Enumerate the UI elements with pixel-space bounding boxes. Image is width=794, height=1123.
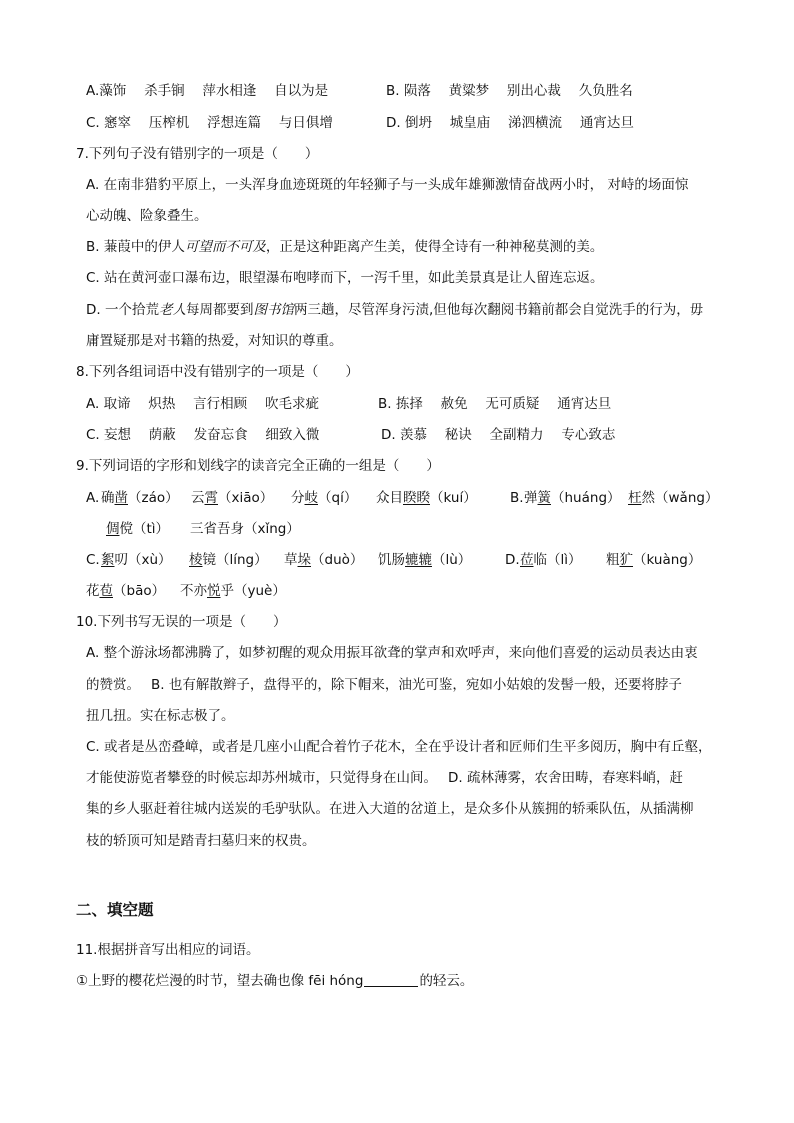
q8-option-b: B. 拣择 赦免 无可质疑 通宵达旦 [378, 396, 612, 412]
q9-b-word2: 枉然（wǎng） [628, 490, 719, 506]
section-title-fill-in: 二、填空题 [76, 901, 154, 919]
q7-d-part1: D. 一个拾荒 [86, 302, 159, 318]
q10-line5: 才能使游览者攀登的时候忘却苏州城市，只觉得身在山间。 D. 疏林薄雾，农舍田畴，春寒料峭，赶 [86, 770, 684, 786]
q10-stem: 10.下列书写无误的一项是（ ） [76, 614, 287, 630]
q11-item1-suffix: 的轻云。 [419, 973, 474, 989]
q6-option-b: B. 陨落 黄粱梦 别出心裁 久负胜名 [386, 83, 633, 99]
q8-stem: 8.下列各组词语中没有错别字的一项是（ ） [76, 364, 359, 380]
q11-item1-prefix: ①上野的樱花烂漫的时节，望去确也像 fēi hóng [76, 973, 364, 989]
q8-option-a: A. 取谛 炽热 言行相顾 吹毛求疵 [86, 396, 319, 412]
q9-a-word4: 众目睽睽（kuí） [376, 490, 477, 506]
q9-c-label: C. [86, 552, 100, 568]
q9-b-word3: 倜傥（tì） [106, 521, 170, 537]
q10-line4: C. 或者是丛峦叠嶂，或者是几座小山配合着竹子花木，全在乎设计者和匠师们生平多阅历，胸中有丘壑， [86, 739, 712, 755]
q9-a-label: A. [86, 490, 100, 506]
q7-b-suffix: ，正是这种距离产生美，使得全诗有一种神秘莫测的美。 [265, 239, 604, 255]
q10-line1: A. 整个游泳场都沸腾了，如梦初醒的观众用振耳欲聋的掌声和欢呼声，来向他们喜爱的运动员表达由衷 [86, 645, 698, 661]
q9-a-word1: 确凿（záo） [101, 490, 179, 506]
q10-line3: 扭几扭。实在标志极了。 [86, 708, 235, 724]
q10-line7: 枝的轿顶可知是踏青扫墓归来的权贵。 [86, 833, 316, 849]
q7-option-a-line1: A. 在南非猎豹平原上，一头浑身血迹斑斑的年轻狮子与一头成年雄狮激情奋战两小时， 对峙的场面惊 [86, 177, 689, 193]
q9-b-word4: 三省吾身（xǐng） [190, 521, 300, 537]
q6-option-c: C. 窸窣 压榨机 浮想连篇 与日俱增 [86, 115, 333, 131]
q9-b-label: B. [510, 490, 524, 506]
q6-option-d: D. 倒坍 城皇庙 涕泗横流 通宵达旦 [386, 115, 634, 131]
q9-stem: 9.下列词语的字形和划线字的读音完全正确的一组是（ ） [76, 458, 440, 474]
q9-d-label: D. [505, 552, 520, 568]
q10-line2: 的赞赏。 B. 也有解散辫子，盘得平的，除下帽来，油光可鉴，宛如小姑娘的发髻一般，还要将脖子 [86, 677, 682, 693]
q11-item1 [76, 971, 473, 991]
q7-d-part3: 两三趟，尽管浑身污渍,但他每次翻阅书籍前都会自觉洗手的行为，毋 [293, 302, 704, 318]
q7-option-c: C. 站在黄河壶口瀑布边，眼望瀑布咆哮而下，一泻千里，如此美景真是让人留连忘返。 [86, 270, 604, 286]
q7-d-italic1: 老人 [158, 302, 186, 318]
q7-option-a-line2: 心动魄、险象叠生。 [86, 208, 208, 224]
q7-option-d-line1 [86, 300, 703, 320]
q7-b-prefix: B. 蒹葭中的伊人 [86, 239, 185, 255]
answer-blank[interactable] [364, 972, 418, 987]
q7-d-part2: 每周都要到 [185, 302, 254, 318]
q11-stem: 11.根据拼音写出相应的词语。 [76, 942, 260, 958]
q9-c-word3: 草垛（duò） [284, 552, 364, 568]
q9-d-word2: 粗犷（kuàng） [606, 552, 702, 568]
q9-d-word1: 莅临（lì） [520, 552, 582, 568]
q9-c-word2: 棱镜（líng） [189, 552, 268, 568]
q9-d-word3: 花苞（bāo） [86, 583, 166, 599]
q9-c-word4: 饥肠辘辘（lù） [378, 552, 472, 568]
q9-c-word1: 絮叨（xù） [101, 552, 172, 568]
q7-b-italic-quote: 可望而不可及 [184, 239, 266, 255]
q7-stem: 7.下列句子没有错别字的一项是（ ） [76, 146, 319, 162]
q9-a-word2: 云霄（xiāo） [191, 490, 274, 506]
q9-a-word3: 分岐（qí） [291, 490, 358, 506]
q7-option-d-line2: 庸置疑那是对书籍的热爱，对知识的尊重。 [86, 333, 343, 349]
q7-d-italic2: 图书馆 [253, 302, 294, 318]
q8-option-d: D. 羡慕 秘诀 全副精力 专心致志 [381, 427, 616, 443]
q9-b-word1: 弹簧（huáng） [524, 490, 621, 506]
q8-option-c: C. 妄想 荫蔽 发奋忘食 细致入微 [86, 427, 320, 443]
q9-d-word4: 不亦悦乎（yuè） [180, 583, 286, 599]
q10-line6: 集的乡人驱赶着往城内送炭的毛驴驮队。在进入大道的岔道上，是众多仆从簇拥的轿乘队伍，从插满柳 [86, 801, 694, 817]
q6-option-a: A.藻饰 杀手锏 萍水相逢 自以为是 [86, 83, 329, 99]
q7-option-b [86, 237, 603, 257]
